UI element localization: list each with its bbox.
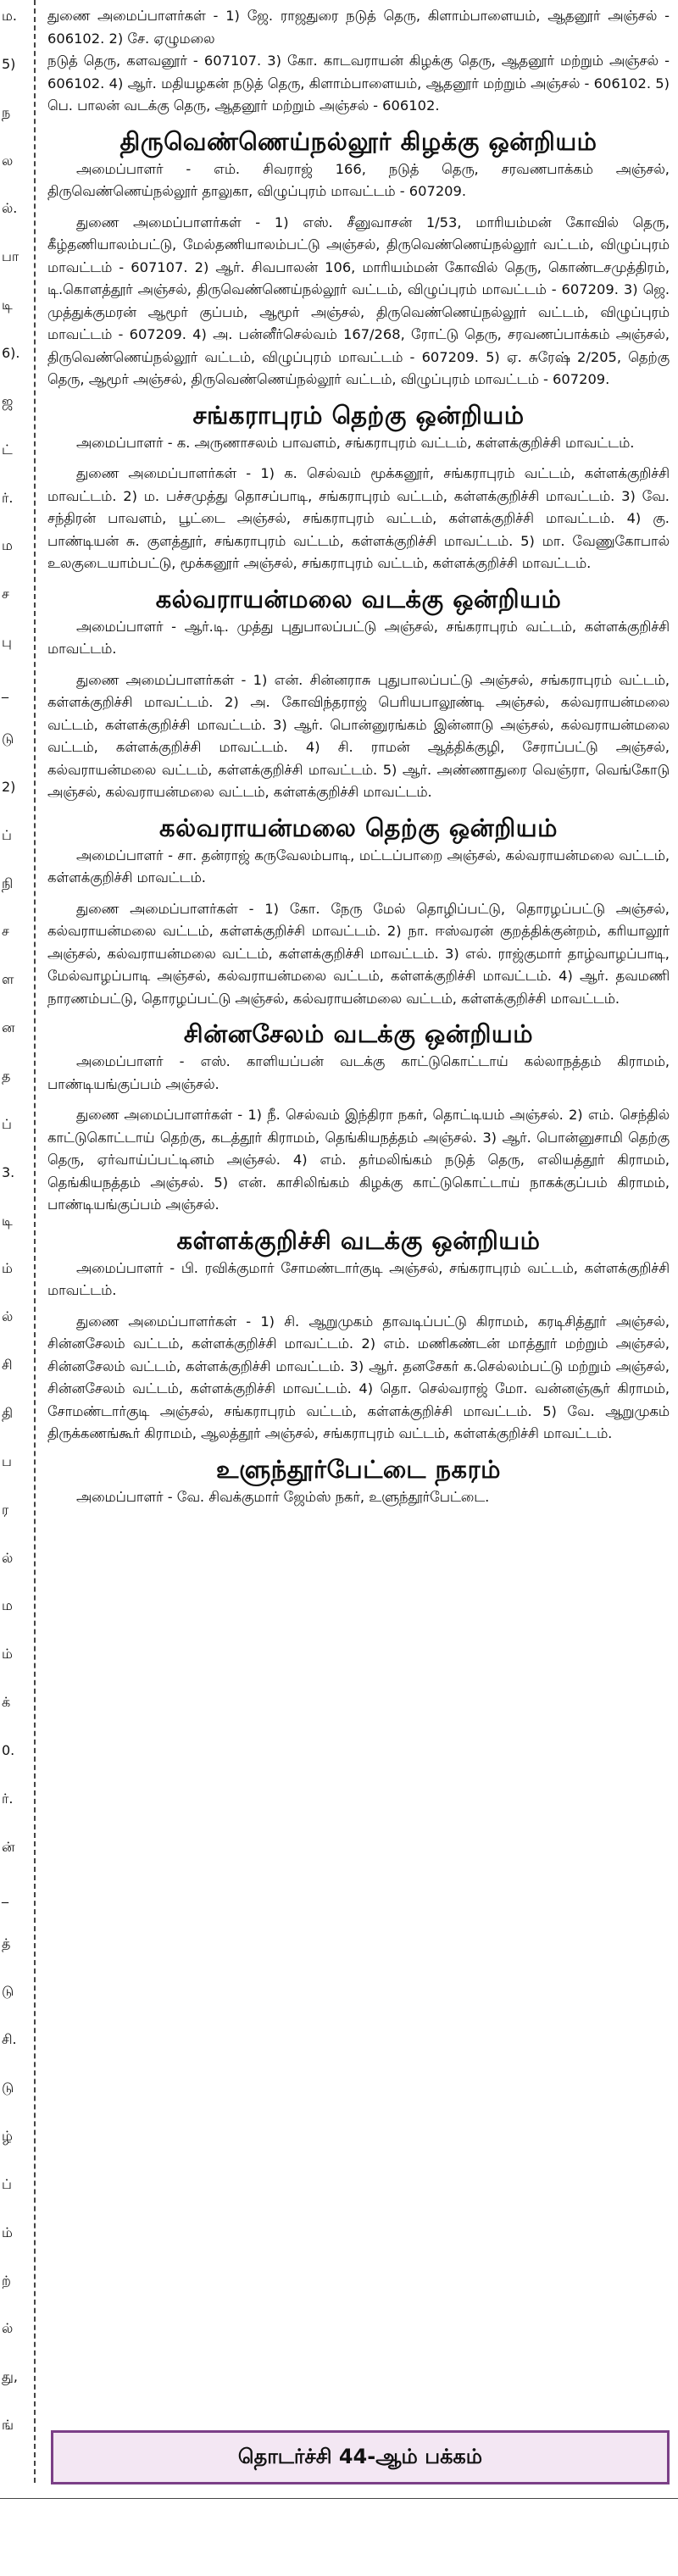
organizer-text: அமைப்பாளர் - எஸ். காளியப்பன் வடக்கு காட்டுகொட்டாய் கல்லாநத்தம் கிராமம், பாண்டியங்குப்பம் அஞ்சல். — [47, 1053, 670, 1092]
left-fragment: த் — [2, 1935, 11, 1951]
left-fragment: டு — [2, 2079, 14, 2096]
top-continuation-text: நடுத் தெரு, களவனூர் - 607107. 3) கோ. காடவராயன் கிழக்கு தெரு, ஆதனூர் மற்றும் அஞ்சல் - 606102. 4) ஆர். மதியழகன் நடுத் தெரு, கிளாம்பாளையம், ஆதனூர் மற்றும் அஞ்சல் - 606102. 5) பெ. பாலன் வடக்கு தெரு, ஆதனூர் மற்றும் அஞ்சல் - 606102. — [47, 53, 670, 114]
left-fragment: ந — [2, 104, 11, 120]
left-fragment: 5) — [2, 56, 16, 72]
main-column — [47, 5, 670, 1508]
left-fragment: டி — [2, 1213, 13, 1229]
left-fragment: ச — [2, 923, 9, 939]
left-fragment: ல் — [2, 1308, 14, 1324]
organizer-text: அமைப்பாளர் - எம். சிவராஜ் 166, நடுத் தெரு, சரவணபாக்கம் அஞ்சல், திருவெண்ணெய்நல்லூர் தாலுகா, விழுப்புரம் மாவட்டம் - 607209. — [47, 160, 670, 199]
left-fragment: ம் — [2, 1646, 13, 1662]
left-fragment: ப் — [2, 2176, 12, 2192]
left-fragment: _ — [2, 1887, 8, 1903]
section-heading: சின்னசேலம் வடக்கு ஒன்றியம் — [183, 1019, 534, 1048]
left-fragment: த — [2, 1068, 11, 1084]
left-fragment: ழ் — [2, 2128, 13, 2144]
left-fragment: ம. — [2, 8, 17, 24]
left-fragment: _ — [2, 682, 8, 698]
section-heading: திருவெண்ணெய்நல்லூர் கிழக்கு ஒன்றியம் — [119, 126, 597, 156]
left-fragment: து, — [2, 2368, 18, 2384]
left-fragment: ற் — [2, 2273, 11, 2289]
left-fragment: ம — [2, 1597, 13, 1613]
left-fragment: ம — [2, 537, 13, 553]
organizer-text: அமைப்பாளர் - பி. ரவிக்குமார் சோமண்டார்குடி அஞ்சல், சங்கராபுரம் வட்டம், கள்ளக்குறிச்சி மாவட்டம். — [47, 1259, 670, 1298]
left-fragment: 2) — [2, 779, 16, 795]
left-fragment: டு — [2, 1983, 14, 1999]
deputies-text: துணை அமைப்பாளர்கள் - 1) நீ. செல்வம் இந்திரா நகர், தொட்டியம் அஞ்சல். 2) எம். செந்தில் காட்டுகொட்டாய் தெற்கு, கடத்தூர் கிராமம், தெங்கியநத்தம் அஞ்சல். 3) ஆர். பொன்னுசாமி தெற்கு தெரு, ஏர்வாய்ப்பட்டினம் அஞ்சல். 4) எம். தர்மலிங்கம் நடுத் தெரு, எலியத்தூர் கிராமம், தெங்கியநத்தம் அஞ்சல். 5) என். காசிலிங்கம் கிழக்கு காட்டுகொட்டாய் நாகக்குப்பம் கிராமம், பாண்டியங்குப்பம் அஞ்சல். — [47, 1107, 670, 1213]
left-fragment: நி — [2, 875, 14, 891]
left-fragment: பு — [2, 634, 12, 650]
section-heading: கல்வராயன்மலை தெற்கு ஒன்றியம் — [159, 813, 558, 842]
section-heading: கள்ளக்குறிச்சி வடக்கு ஒன்றியம் — [176, 1225, 541, 1255]
left-fragment: ன் — [2, 1839, 15, 1855]
organizer-text: அமைப்பாளர் - ஆர்.டி. முத்து புதுபாலப்பட்டு அஞ்சல், சங்கராபுரம் வட்டம், கள்ளக்குறிச்சி மாவட்டம். — [47, 618, 670, 657]
left-fragment: ச — [2, 586, 9, 602]
left-fragment: ல். — [2, 200, 18, 216]
left-fragment: ல் — [2, 2320, 14, 2336]
left-fragment: தி — [2, 1405, 14, 1421]
deputies-text: துணை அமைப்பாளர்கள் - 1) எஸ். சீனுவாசன் 1/53, மாரியம்மன் கோவில் தெரு, கீழ்தணியாலம்பட்டு, மேல்தணியாலம்பட்டு அஞ்சல், திருவெண்ணெய்நல்லூர் வட்டம், விழுப்புரம் மாவட்டம் - 607107. 2) ஆர். சிவபாலன் 106, மாரியம்மன் கோவில் தெரு, கொண்டசமுத்திரம், டி.கொளத்தூர் அஞ்சல், திருவெண்ணெய்நல்லூர் வட்டம், விழுப்புரம் மாவட்டம் - 607209. 3) ஜெ. முத்துக்குமரன் ஆமூர் குப்பம், ஆமூர் அஞ்சல், திருவெண்ணெய்நல்லூர் வட்டம், விழுப்புரம் மாவட்டம் - 607209. 4) அ. பன்னீர்செல்வம் 167/268, ரோட்டு தெரு, சரவணப்பாக்கம் அஞ்சல், திருவெண்ணெய்நல்லூர் வட்டம், விழுப்புரம் மாவட்டம் - 607209. 5) ஏ. சுரேஷ் 2/205, தெற்கு தெரு, ஆமூர் அஞ்சல், திருவெண்ணெய்நல்லூர் வட்டம், விழுப்புரம் மாவட்டம் - 607209. — [47, 214, 670, 387]
left-fragment: பா — [2, 248, 19, 264]
bottom-rule — [0, 2498, 678, 2499]
deputies-text: துணை அமைப்பாளர்கள் - 1) கோ. நேரு மேல் தொழிப்பட்டு, தொரழப்பட்டு அஞ்சல், கல்வராயன்மலை வட்டம், கள்ளக்குறிச்சி மாவட்டம். 2) நா. ஈஸ்வரன் குறத்திக்குன்றம், கரியாலூர் அஞ்சல், கல்வராயன்மலை வட்டம், கள்ளக்குறிச்சி மாவட்டம். 3) எல். ராஜ்குமார் தாழ்வாழப்பாடி, மேல்வாழப்பாடி அஞ்சல், கல்வராயன்மலை வட்டம், கள்ளக்குறிச்சி மாவட்டம். 4) ஆர். தவமணி நாரணம்பட்டு, தொரழப்பட்டு அஞ்சல், கல்வராயன்மலை வட்டம், கள்ளக்குறிச்சி மாவட்டம். — [47, 900, 670, 1007]
left-fragment: ன — [2, 1019, 15, 1035]
left-fragment: ள — [2, 971, 14, 987]
section-heading: சங்கராபுரம் தெற்கு ஒன்றியம் — [192, 400, 525, 430]
left-fragment: டி — [2, 297, 13, 313]
left-fragment: 6). — [2, 345, 20, 361]
continuation-box — [51, 2430, 670, 2484]
left-fragment: 3. — [2, 1164, 15, 1180]
left-fragment: ம் — [2, 1260, 13, 1276]
left-fragment: ல — [2, 153, 14, 169]
left-fragment: சி — [2, 1357, 13, 1373]
left-fragment: ல் — [2, 1550, 14, 1566]
left-fragment: க் — [2, 1694, 11, 1710]
continuation-text: தொடர்ச்சி 44-ஆம் பக்கம் — [237, 2444, 483, 2468]
column-divider — [34, 0, 36, 2483]
left-fragment: 0. — [2, 1742, 15, 1758]
left-fragment: ர். — [2, 490, 14, 506]
left-fragment: சி. — [2, 2031, 17, 2047]
left-fragment: ர். — [2, 1790, 14, 1807]
section-heading: உளுந்தூர்பேட்டை நகரம் — [216, 1454, 501, 1484]
deputies-text: துணை அமைப்பாளர்கள் - 1) சி. ஆறுமுகம் தாவடிப்பட்டு கிராமம், கரடிசித்தூர் அஞ்சல், சின்னசேலம் வட்டம், கள்ளக்குறிச்சி மாவட்டம். 2) எம். மணிகண்டன் மாத்தூர் மற்றும் அஞ்சல், சின்னசேலம் வட்டம், கள்ளக்குறிச்சி மாவட்டம். 3) ஆர். தனசேகர் க.செல்லம்பட்டு மற்றும் அஞ்சல், சின்னசேலம் வட்டம், கள்ளக்குறிச்சி மாவட்டம். 4) தொ. செல்வராஜ் மோ. வன்னஞ்சூர் கிராமம், சோமண்டார்குடி அஞ்சல், சங்கராபுரம் வட்டம், கள்ளக்குறிச்சி மாவட்டம். 5) வே. ஆறுமுகம் திருக்கணங்கூர் கிராமம், ஆலத்தூர் அஞ்சல், சங்கராபுரம் வட்டம், கள்ளக்குறிச்சி மாவட்டம். — [47, 1313, 670, 1441]
left-fragment: ர — [2, 1502, 9, 1518]
left-column-fragments — [0, 0, 24, 2576]
section-heading: கல்வராயன்மலை வடக்கு ஒன்றியம் — [155, 584, 562, 613]
left-fragment: ப — [2, 1453, 12, 1469]
left-fragment: டு — [2, 730, 14, 747]
left-fragment: ங் — [2, 2417, 14, 2433]
left-fragment: ட் — [2, 441, 13, 458]
left-fragment: ம் — [2, 2224, 13, 2240]
organizer-text: அமைப்பாளர் - க. அருணாசலம் பாவளம், சங்கராபுரம் வட்டம், கள்ளக்குறிச்சி மாவட்டம். — [76, 434, 635, 451]
organizer-text: அமைப்பாளர் - வே. சிவக்குமார் ஜேம்ஸ் நகர், உளுந்தூர்பேட்டை. — [76, 1488, 490, 1505]
deputies-text: துணை அமைப்பாளர்கள் - 1) என். சின்னராசு புதுபாலப்பட்டு அஞ்சல், சங்கராபுரம் வட்டம், கள்ளக்குறிச்சி மாவட்டம். 2) அ. கோவிந்தராஜ் பெரியபாலூண்டி அஞ்சல், கல்வராயன்மலை வட்டம், கள்ளக்குறிச்சி மாவட்டம். 3) ஆர். பொன்னுரங்கம் இன்னாடு அஞ்சல், கல்வராயன்மலை வட்டம், கள்ளக்குறிச்சி மாவட்டம். 4) சி. ராமன் ஆத்திக்குழி, சேராப்பட்டு அஞ்சல், கல்வராயன்மலை வட்டம், கள்ளக்குறிச்சி மாவட்டம். 5) ஆர். அண்ணாதுரை வெஞ்ரா, வெங்கோடு அஞ்சல், கல்வராயன்மலை வட்டம், கள்ளக்குறிச்சி மாவட்டம். — [47, 671, 670, 800]
left-fragment: ஜ — [2, 393, 14, 409]
top-partial-text: துணை அமைப்பாளர்கள் - 1) ஜே. ராஜதுரை நடுத் தெரு, கிளாம்பாளையம், ஆதனூர் அஞ்சல் - 606102. 2) சே. ஏழுமலை — [47, 8, 670, 47]
deputies-text: துணை அமைப்பாளர்கள் - 1) க. செல்வம் மூக்கனூர், சங்கராபுரம் வட்டம், கள்ளக்குறிச்சி மாவட்டம். 2) ம. பச்சமுத்து தொசப்பாடி, சங்கராபுரம் வட்டம், கள்ளக்குறிச்சி மாவட்டம். 3) வே. சந்திரன் பாவளம், பூட்டை அஞ்சல், சங்கராபுரம் வட்டம், கள்ளக்குறிச்சி மாவட்டம். 4) கு. பாண்டியன் சு. குளத்தூர், சங்கராபுரம் வட்டம், கள்ளக்குறிச்சி மாவட்டம். 5) மா. வேணுகோபால் உலகுடையாம்பட்டு, மூக்கனூர் அஞ்சல், சங்கராபுரம் வட்டம், கள்ளக்குறிச்சி மாவட்டம். — [47, 465, 670, 571]
organizer-text: அமைப்பாளர் - சா. தன்ராஜ் கருவேலம்பாடி, மட்டப்பாறை அஞ்சல், கல்வராயன்மலை வட்டம், கள்ளக்குறிச்சி மாவட்டம். — [47, 847, 670, 886]
left-fragment: ப் — [2, 1116, 12, 1132]
left-fragment: ப் — [2, 827, 12, 843]
